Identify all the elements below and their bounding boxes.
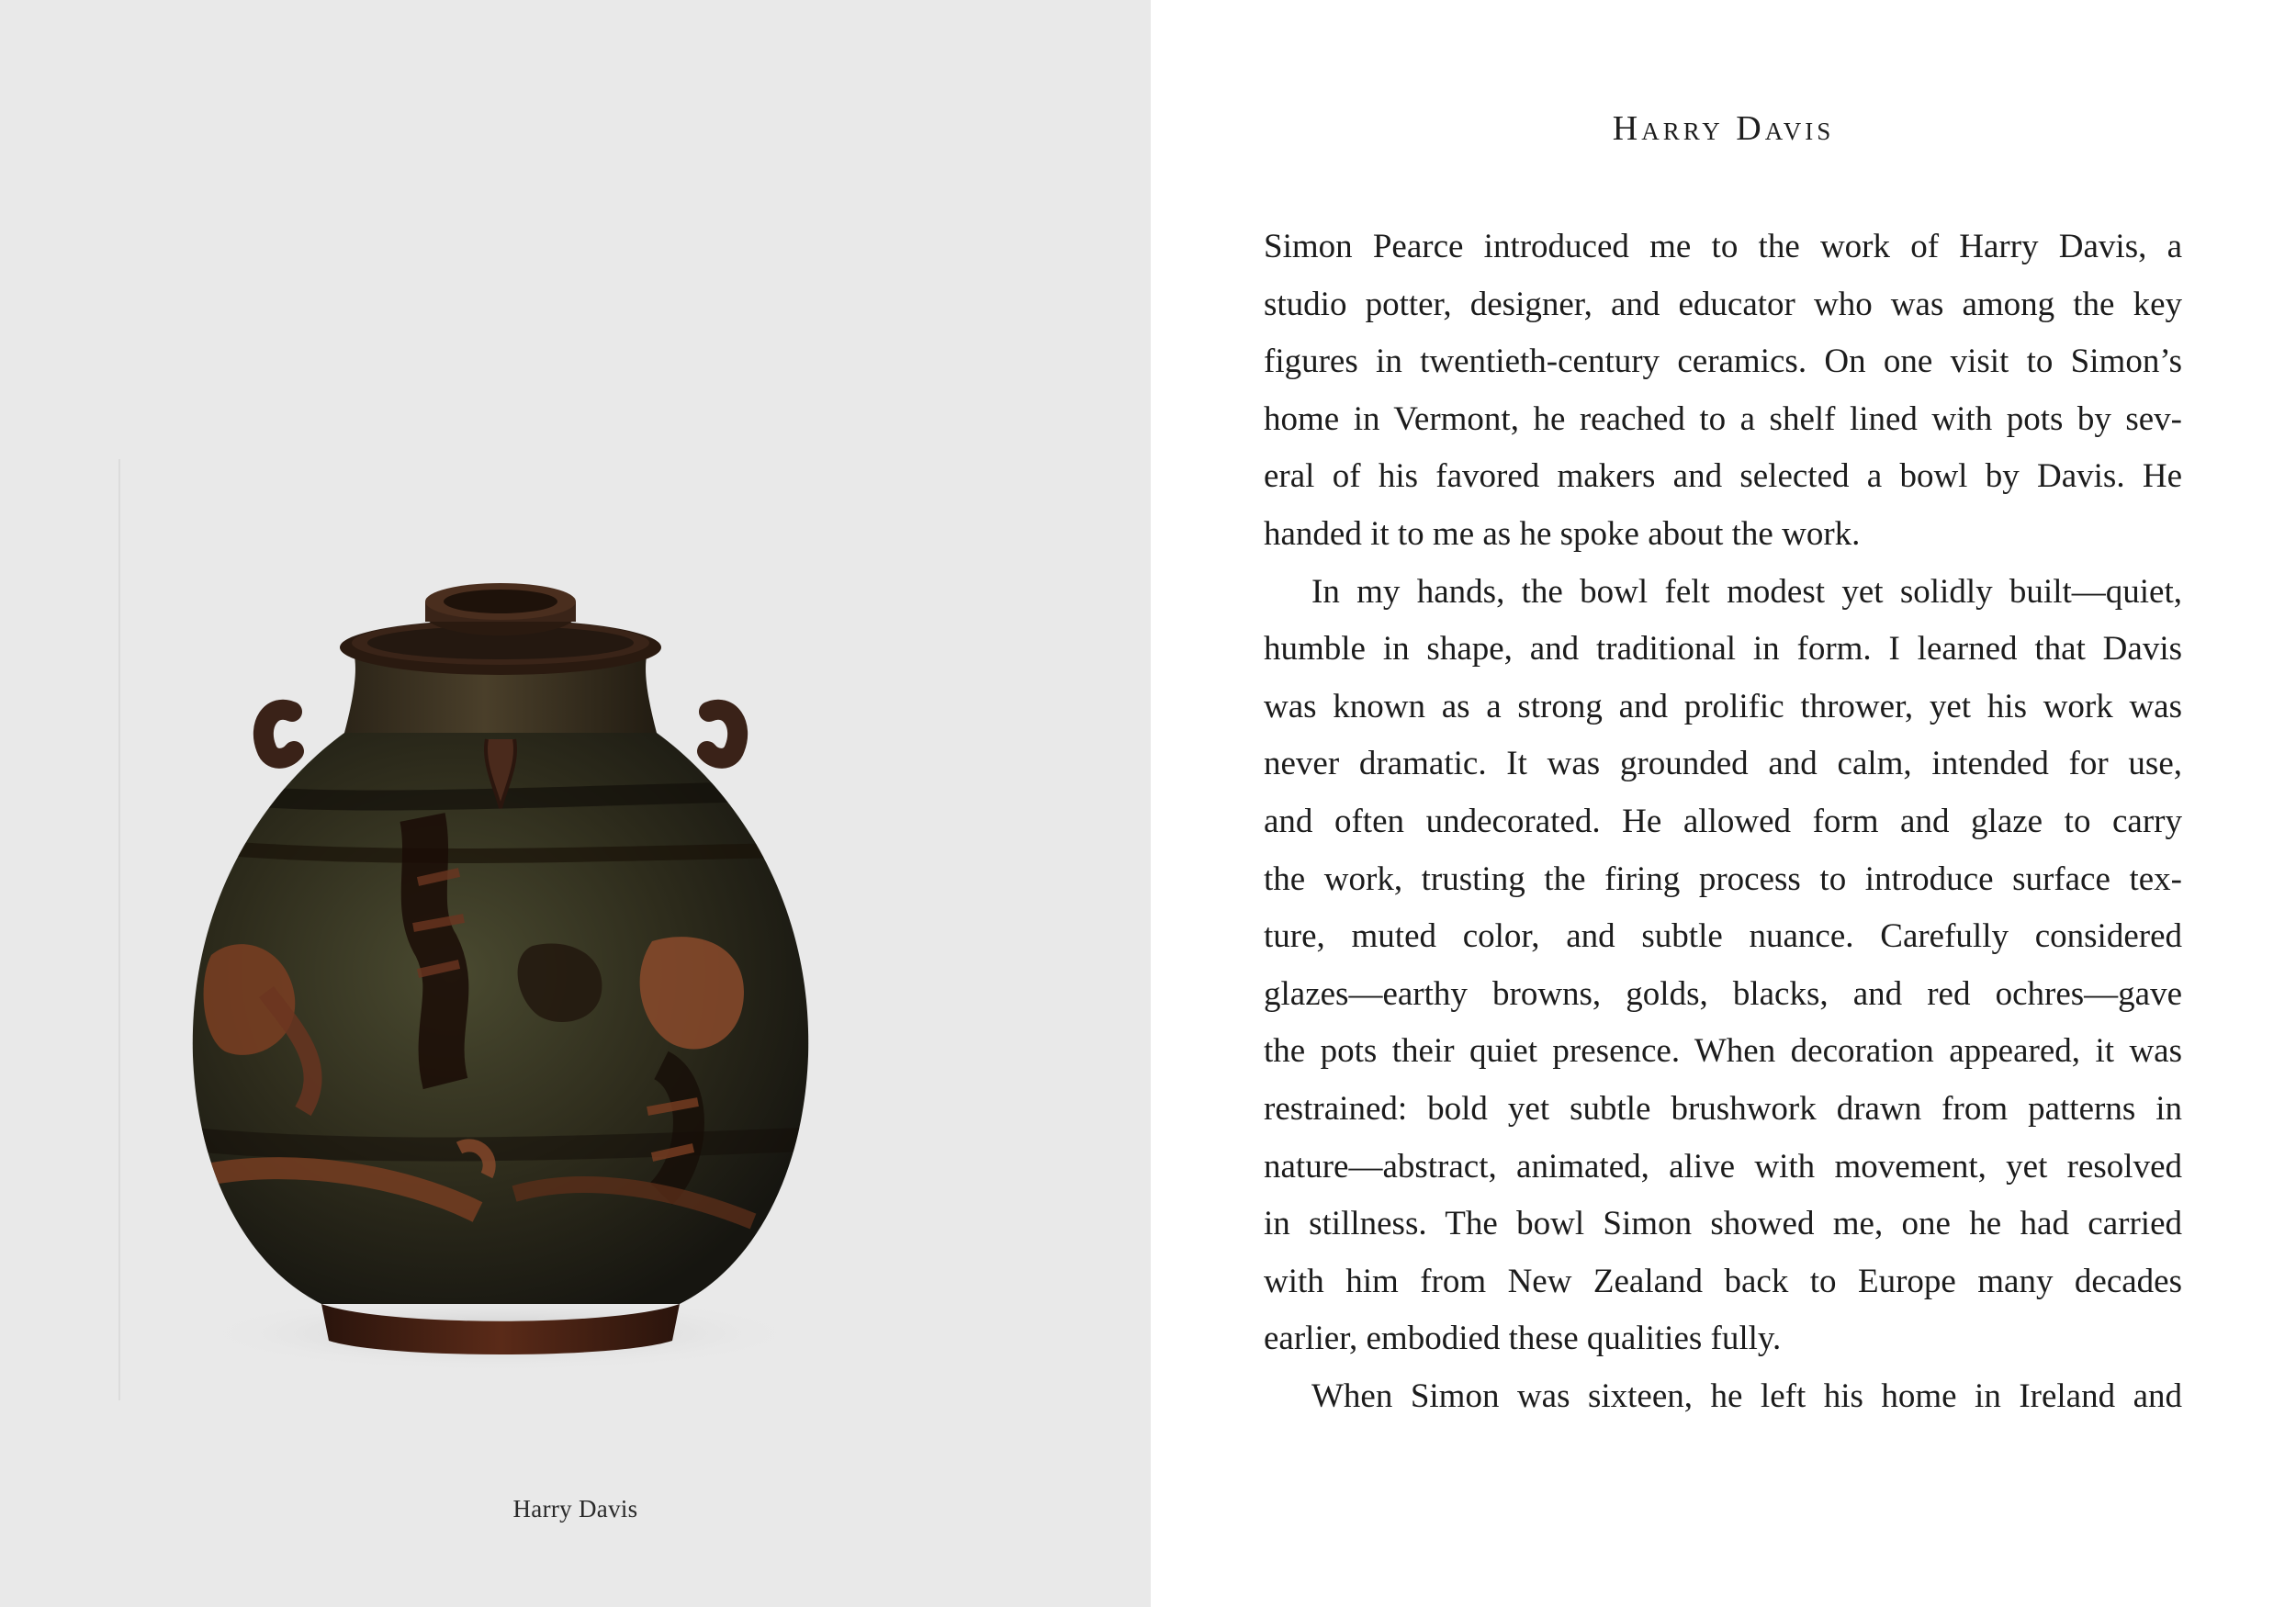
body-line: handed it to me as he spoke about the work. xyxy=(1264,514,1861,553)
page-gutter-shadow xyxy=(118,459,120,1400)
body-line: with him from New Zealand back to Europe many decades xyxy=(1264,1262,2182,1300)
body-line: restrained: bold yet subtle brushwork drawn from patterns in xyxy=(1264,1089,2182,1128)
body-line: Simon Pearce introduced me to the work of Harry Davis, a xyxy=(1264,228,2182,265)
vase-image xyxy=(184,514,955,1396)
body-line: home in Vermont, he reached to a shelf lined with pots by sev- xyxy=(1264,399,2182,438)
body-line: the work, trusting the firing process to introduce surface tex- xyxy=(1264,860,2182,898)
body-line: never dramatic. It was grounded and calm, intended for use, xyxy=(1264,745,2182,783)
body-line: in stillness. The bowl Simon showed me, one he had carried xyxy=(1264,1205,2182,1243)
body-line: figures in twentieth-century ceramics. On one visit to Simon’s xyxy=(1264,343,2182,381)
plate-caption: Harry Davis xyxy=(512,1495,638,1523)
body-line: In my hands, the bowl felt modest yet solidly built—quiet, xyxy=(1311,572,2182,611)
body-line: When Simon was sixteen, he left his home in Ireland and xyxy=(1311,1377,2182,1415)
body-line: humble in shape, and traditional in form. I learned that Davis xyxy=(1264,630,2182,669)
body-line: eral of his favored makers and selected a bowl by Davis. He xyxy=(1264,457,2182,496)
body-text xyxy=(1264,219,2182,1425)
body-line: earlier, embodied these qualities fully. xyxy=(1264,1320,1782,1358)
text-page xyxy=(1151,0,2296,1607)
body-line: glazes—earthy browns, golds, blacks, and red ochres—gave xyxy=(1264,974,2182,1013)
running-head: Harry Davis xyxy=(1612,109,1835,148)
body-line: nature—abstract, animated, alive with movement, yet resolved xyxy=(1264,1147,2182,1186)
body-line: the pots their quiet presence. When decoration appeared, it was xyxy=(1264,1032,2182,1071)
body-line: studio potter, designer, and educator who was among the key xyxy=(1264,285,2182,323)
body-line: and often undecorated. He allowed form and glaze to carry xyxy=(1264,802,2182,840)
body-line: ture, muted color, and subtle nuance. Carefully considered xyxy=(1264,917,2182,956)
body-line: was known as a strong and prolific thrower, yet his work was xyxy=(1264,687,2182,725)
